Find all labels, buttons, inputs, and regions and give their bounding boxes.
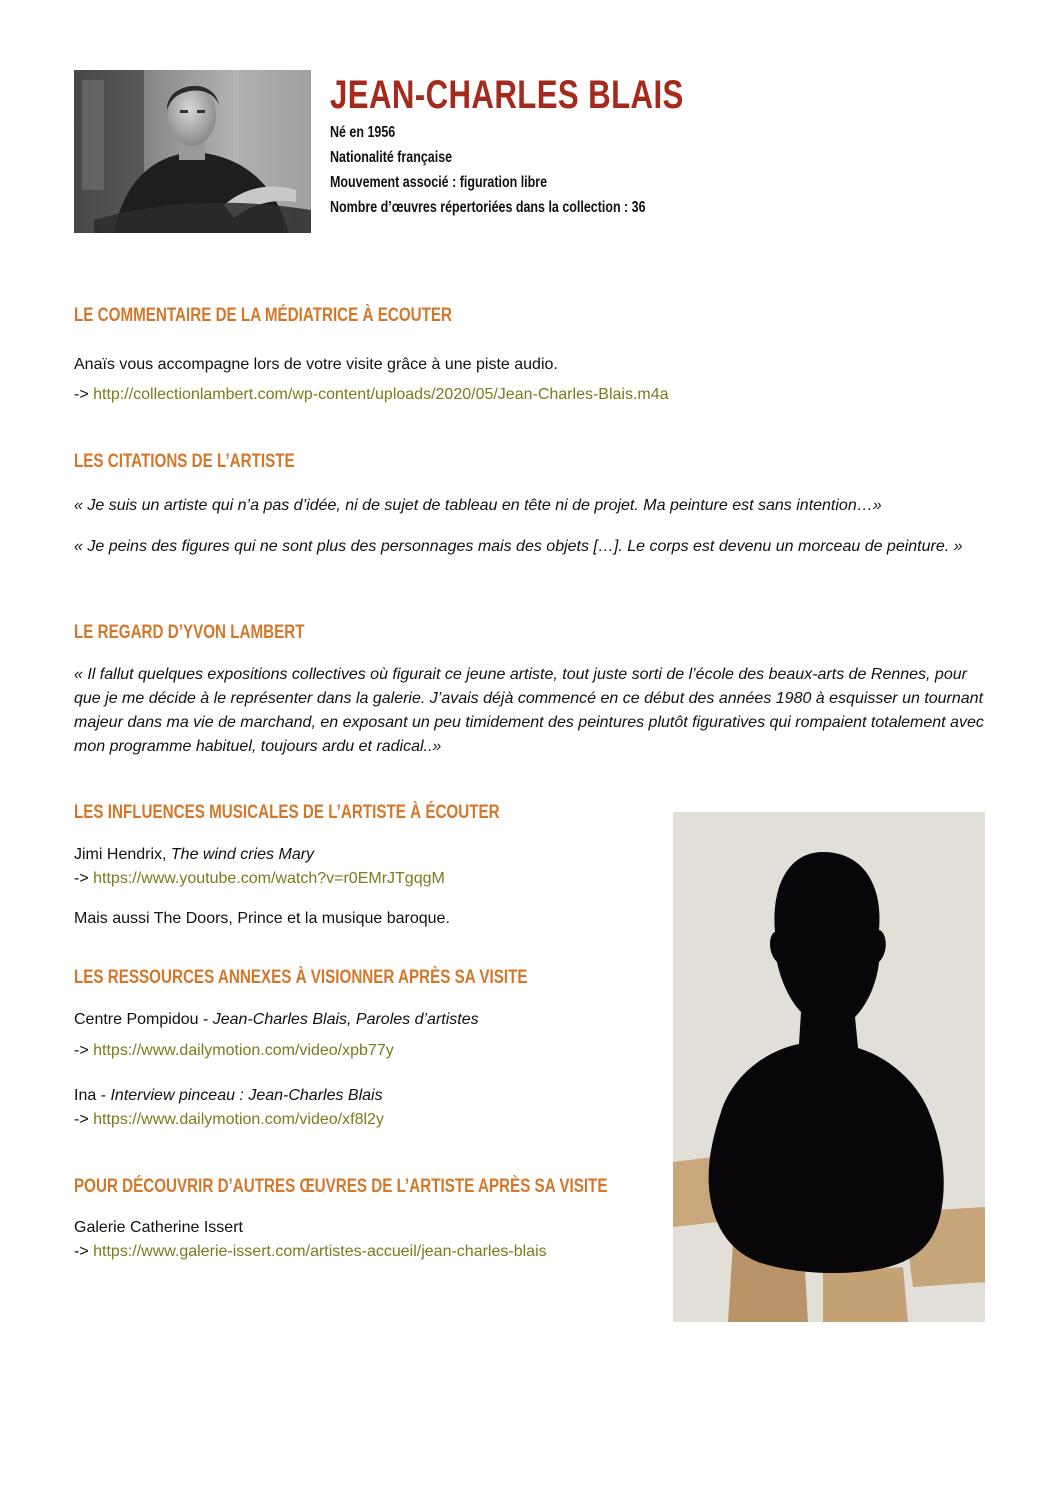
resource-title: Interview pinceau : Jean-Charles Blais — [110, 1087, 383, 1104]
audio-section-heading: LE COMMENTAIRE DE LA MÉDIATRICE À ECOUTER — [74, 305, 453, 326]
resource-title-line — [74, 1010, 479, 1030]
fact-nationality: Nationalité française — [330, 149, 453, 166]
resources-section-heading: LES RESSOURCES ANNEXES À VISIONNER APRÈS SA VISITE — [74, 967, 528, 988]
gallery-name: Galerie Catherine Issert — [74, 1219, 243, 1236]
resource-source: Centre Pompidou - — [74, 1011, 213, 1028]
music-song-line — [74, 845, 314, 865]
resource-source: Ina - — [74, 1087, 111, 1104]
arrow-text: -> — [74, 870, 89, 887]
galerie-issert-link[interactable]: https://www.galerie-issert.com/artistes-accueil/jean-charles-blais — [93, 1243, 547, 1260]
artist-quote: « Je peins des figures qui ne sont plus des personnages mais des objets […]. Le corps est devenu un morceau de peinture. » — [74, 538, 963, 555]
music-also-text: Mais aussi The Doors, Prince et la musique baroque. — [74, 910, 450, 927]
artist-name: JEAN-CHARLES BLAIS — [330, 73, 684, 117]
music-link-line — [74, 869, 445, 889]
resource-title-line — [74, 1086, 383, 1106]
audio-description: Anaïs vous accompagne lors de votre visite grâce à une piste audio. — [74, 356, 558, 373]
artist-quote: « Je suis un artiste qui n’a pas d’idée, ni de sujet de tableau en tête ni de projet. Ma peinture est sans intention…» — [74, 497, 882, 514]
arrow-text: -> — [74, 386, 89, 403]
quotes-section-heading: LES CITATIONS DE L’ARTISTE — [74, 451, 295, 472]
audio-link[interactable]: http://collectionlambert.com/wp-content/uploads/2020/05/Jean-Charles-Blais.m4a — [93, 386, 669, 403]
dailymotion-link-pompidou[interactable]: https://www.dailymotion.com/video/xpb77y — [93, 1042, 394, 1059]
yvon-lambert-quote: « Il fallut quelques expositions collectives où figurait ce jeune artiste, tout juste sorti de l’école des beaux-arts de Rennes, pour que je me décide à le représenter dans la galerie. J’avais déjà commencé en ce début des années 1980 à esquisser un tournant majeur dans ma vie de marchand, en exposant un peu timidement des peintures plutôt figuratives qui rompaient totalement avec mon programme habituel, toujours ardu et radical..» — [74, 666, 984, 755]
arrow-text: -> — [74, 1042, 89, 1059]
regard-section-heading: LE REGARD D’YVON LAMBERT — [74, 622, 305, 643]
audio-link-line — [74, 385, 669, 405]
music-song-title: The wind cries Mary — [170, 846, 315, 863]
arrow-text: -> — [74, 1111, 89, 1128]
youtube-link[interactable]: https://www.youtube.com/watch?v=r0EMrJTgqgM — [93, 870, 445, 887]
gallery-link-line — [74, 1242, 547, 1262]
artist-portrait-photo — [74, 70, 311, 233]
fact-birth: Né en 1956 — [330, 124, 396, 141]
resource-link-line — [74, 1110, 384, 1130]
music-artist: Jimi Hendrix, — [74, 846, 171, 863]
music-section-heading: LES INFLUENCES MUSICALES DE L’ARTISTE À ÉCOUTER — [74, 802, 500, 823]
discover-section-heading: POUR DÉCOUVRIR D’AUTRES ŒUVRES DE L’ARTISTE APRÈS SA VISITE — [74, 1176, 608, 1197]
fact-movement: Mouvement associé : figuration libre — [330, 174, 548, 191]
resource-link-line — [74, 1041, 394, 1061]
resource-title: Jean-Charles Blais, Paroles d’artistes — [212, 1011, 479, 1028]
dailymotion-link-ina[interactable]: https://www.dailymotion.com/video/xf8l2y — [93, 1111, 384, 1128]
fact-works-count: Nombre d’œuvres répertoriées dans la collection : 36 — [330, 199, 646, 216]
arrow-text: -> — [74, 1243, 89, 1260]
artwork-silhouette-painting — [673, 812, 985, 1322]
